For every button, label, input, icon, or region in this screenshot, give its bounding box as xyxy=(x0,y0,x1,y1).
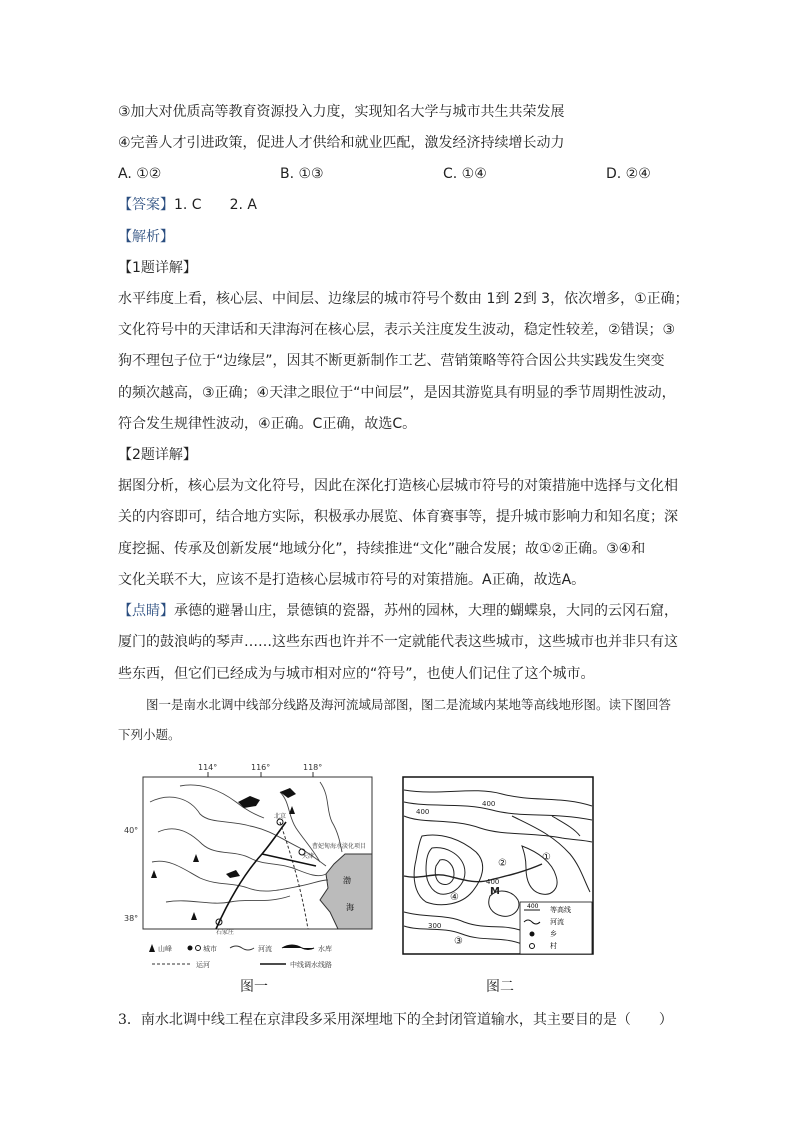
analysis-label: 【解析】 xyxy=(118,229,174,245)
legend-township: 乡 xyxy=(550,930,557,938)
choice-a[interactable]: A. ①② xyxy=(118,166,162,182)
figure-2-caption: 图二 xyxy=(486,979,514,995)
points-line-1 xyxy=(118,603,678,619)
sea-label-hai: 海 xyxy=(346,903,354,912)
question-3: 3．南水北调中线工程在京津段多采用深埋地下的全封闭管道输水，其主要目的是（ ） xyxy=(118,1012,673,1028)
choices-row xyxy=(118,166,678,182)
map2-legend xyxy=(520,902,592,954)
points-text-1: 承德的避暑山庄，景德镇的瓷器，苏州的园林，大理的蝴蝶泉，大同的云冈石窟， xyxy=(174,603,678,619)
lon-tick-114: 114° xyxy=(198,763,218,772)
place-shijiazhuang: 石家庄 xyxy=(216,929,235,936)
legend-village: 村 xyxy=(550,942,557,950)
marker-2: ② xyxy=(498,858,507,869)
place-tianjin: 天津 xyxy=(302,853,315,860)
answer-label: 【答案】 xyxy=(118,197,174,213)
legend-reservoir: 水库 xyxy=(318,945,332,953)
lon-tick-118: 118° xyxy=(303,763,323,772)
q1-line-5: 符合发生规律性波动，④正确。C正确，故选C。 xyxy=(118,416,417,432)
legend-stream: 河流 xyxy=(550,918,564,926)
option-4-text: ④完善人才引进政策，促进人才供给和就业匹配，激发经济持续增长动力 xyxy=(118,135,565,151)
legend-canal: 运河 xyxy=(196,961,210,969)
contour-label-2: 400 xyxy=(482,800,496,808)
lon-tick-116: 116° xyxy=(251,763,271,772)
sea-label-bo: 渤 xyxy=(343,876,351,885)
choice-d[interactable]: D. ②④ xyxy=(606,166,651,182)
option-3-text: ③加大对优质高等教育资源投入力度，实现知名大学与城市共生共荣发展 xyxy=(118,104,565,120)
place-caofeidian: 曹妃甸海水淡化项目 xyxy=(312,843,367,850)
q1-line-4: 的频次越高，③正确；④天津之眼位于“中间层”，是因其游览具有明显的季节周期性波动， xyxy=(118,385,676,401)
place-beijing: 北京 xyxy=(274,813,287,820)
q2-line-4: 文化关联不大，应该不是打造核心层城市符号的对策措施。A正确，故选A。 xyxy=(118,572,586,588)
answer-text: 1. C 2. A xyxy=(174,197,257,213)
legend-peak: 山峰 xyxy=(158,945,172,953)
map-figure-1 xyxy=(124,762,376,978)
points-line-3: 些东西，但它们已经成为与城市相对应的“符号”，也使人们记住了这个城市。 xyxy=(118,666,595,682)
contour-label-1: 400 xyxy=(416,808,430,816)
legend-contour: 等高线 xyxy=(550,906,571,914)
q2-line-1: 据图分析，核心层为文化符号，因此在深化打造核心层城市符号的对策措施中选择与文化相 xyxy=(118,478,678,494)
figure-1-caption: 图一 xyxy=(240,979,268,995)
q1-line-3: 狗不理包子位于“边缘层”，因其不断更新制作工艺、营销策略等符合因公共实践发生突变 xyxy=(118,353,665,369)
marker-3: ③ xyxy=(454,936,463,947)
bohai-sea xyxy=(320,854,372,929)
lat-tick-38: 38° xyxy=(124,914,139,923)
legend-river: 河流 xyxy=(258,945,272,953)
points-label: 【点睛】 xyxy=(118,603,174,619)
contour-label-3: 400 xyxy=(486,878,500,886)
legend-contour-value: 400 xyxy=(527,903,539,910)
q2-line-2: 关的内容即可，结合地方实际，积极承办展览、体育赛事等，提升城市影响力和知名度；深 xyxy=(118,509,678,525)
marker-4: ④ xyxy=(450,892,459,903)
points-line-2: 厦门的鼓浪屿的琴声……这些东西也许并不一定就能代表这些城市，这些城市也并非只有这 xyxy=(118,634,678,650)
cities xyxy=(216,819,305,925)
legend-city: 城市 xyxy=(203,945,217,953)
map-figure-2 xyxy=(402,776,594,956)
choice-b[interactable]: B. ①③ xyxy=(280,166,324,182)
contour-label-4: 300 xyxy=(428,922,442,930)
answer-line xyxy=(118,197,257,213)
q1-line-2: 文化符号中的天津话和天津海河在核心层，表示关注度发生波动，稳定性较差，②错误；③ xyxy=(118,322,676,338)
map1-legend xyxy=(149,944,332,969)
marker-1: ① xyxy=(542,852,551,863)
legend-diversion: 中线调水线路 xyxy=(290,961,332,969)
choice-c[interactable]: C. ①④ xyxy=(443,166,487,182)
q2-heading: 【2题详解】 xyxy=(118,447,197,463)
q2-line-3: 度挖掘、传承及创新发展“地域分化”，持续推进“文化”融合发展；故①②正确。③④和 xyxy=(118,541,646,557)
lat-tick-40: 40° xyxy=(124,826,139,835)
point-m: M xyxy=(490,886,500,897)
figure-intro: 图一是南水北调中线部分线路及海河流域局部图，图二是流域内某地等高线地形图。读下图回答下列小题。 xyxy=(118,697,672,742)
q1-heading: 【1题详解】 xyxy=(118,260,197,276)
q1-line-1: 水平纬度上看，核心层、中间层、边缘层的城市符号个数由 1到 2到 3，依次增多，①正确； xyxy=(118,291,689,307)
